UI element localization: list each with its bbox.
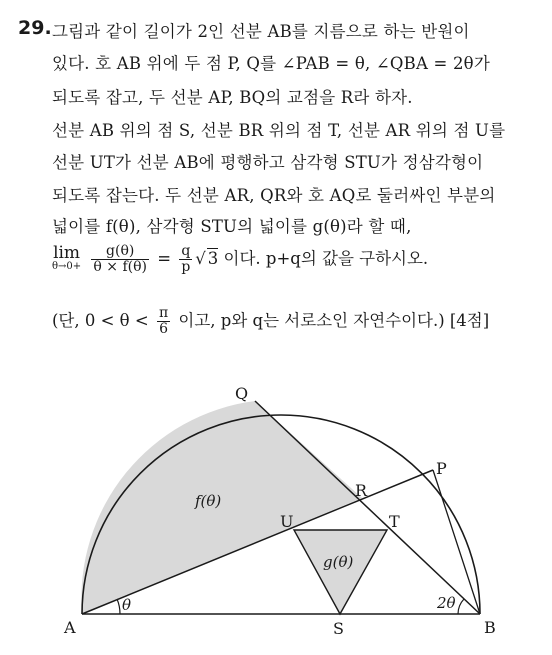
label-a: A [64,618,76,637]
limit-subscript: θ→0+ [52,260,82,272]
condition-fraction-denominator: 6 [159,321,168,337]
limit-word: lim [53,242,81,263]
label-b: B [484,618,496,637]
angle-arc-b [458,599,464,614]
qp-denominator: p [181,259,191,275]
label-u: U [280,512,294,531]
angle-arc-a [117,599,120,614]
label-theta: θ [122,596,132,614]
label-q: Q [235,384,249,403]
label-r: R [355,481,368,500]
problem-line-3: 되도록 잡고, 두 선분 AP, BQ의 교점을 R라 하자. [52,88,413,107]
condition-suffix: 이고, p와 q는 서로소인 자연수이다.) [4점] [178,311,490,330]
equation-tail: 이다. p+q의 값을 구하시오. [218,249,429,268]
shaded-region-f [81,401,362,614]
sqrt-value: 3 [207,249,219,268]
problem-line-2: 있다. 호 AB 위에 두 점 P, Q를 ∠PAB = θ, ∠QBA = 2θ가 [52,54,490,73]
label-p: P [436,459,447,478]
main-fraction-numerator: g(θ) [91,244,149,260]
label-t: T [389,512,400,531]
condition-prefix: (단, 0 < θ < [52,311,149,330]
shaded-triangle-g [294,530,387,614]
problem-line-5: 선분 UT가 선분 AB에 평행하고 삼각형 STU가 정삼각형이 [52,153,484,172]
label-f-theta: f(θ) [195,492,222,510]
problem-line-4: 선분 AB 위의 점 S, 선분 BR 위의 점 T, 선분 AR 위의 점 U를 [52,121,506,140]
equals-sign: = [157,249,172,268]
label-two-theta: 2θ [437,594,456,612]
label-s: S [333,619,344,638]
problem-line-7: 넓이를 f(θ), 삼각형 STU의 넓이를 g(θ)라 할 때, [52,217,412,236]
problem-line-6: 되도록 잡는다. 두 선분 AR, QR와 호 AQ로 둘러싸인 부분의 [52,186,496,205]
label-g-theta: g(θ) [323,553,354,571]
problem-number: 29. [18,17,52,39]
problem-line-1: 그림과 같이 길이가 2인 선분 AB를 지름으로 하는 반원이 [52,22,470,41]
qp-numerator: q [181,243,191,259]
main-fraction-denominator: θ × f(θ) [93,259,147,275]
condition-fraction-numerator: π [158,305,169,321]
sqrt-symbol: √ [195,249,206,268]
